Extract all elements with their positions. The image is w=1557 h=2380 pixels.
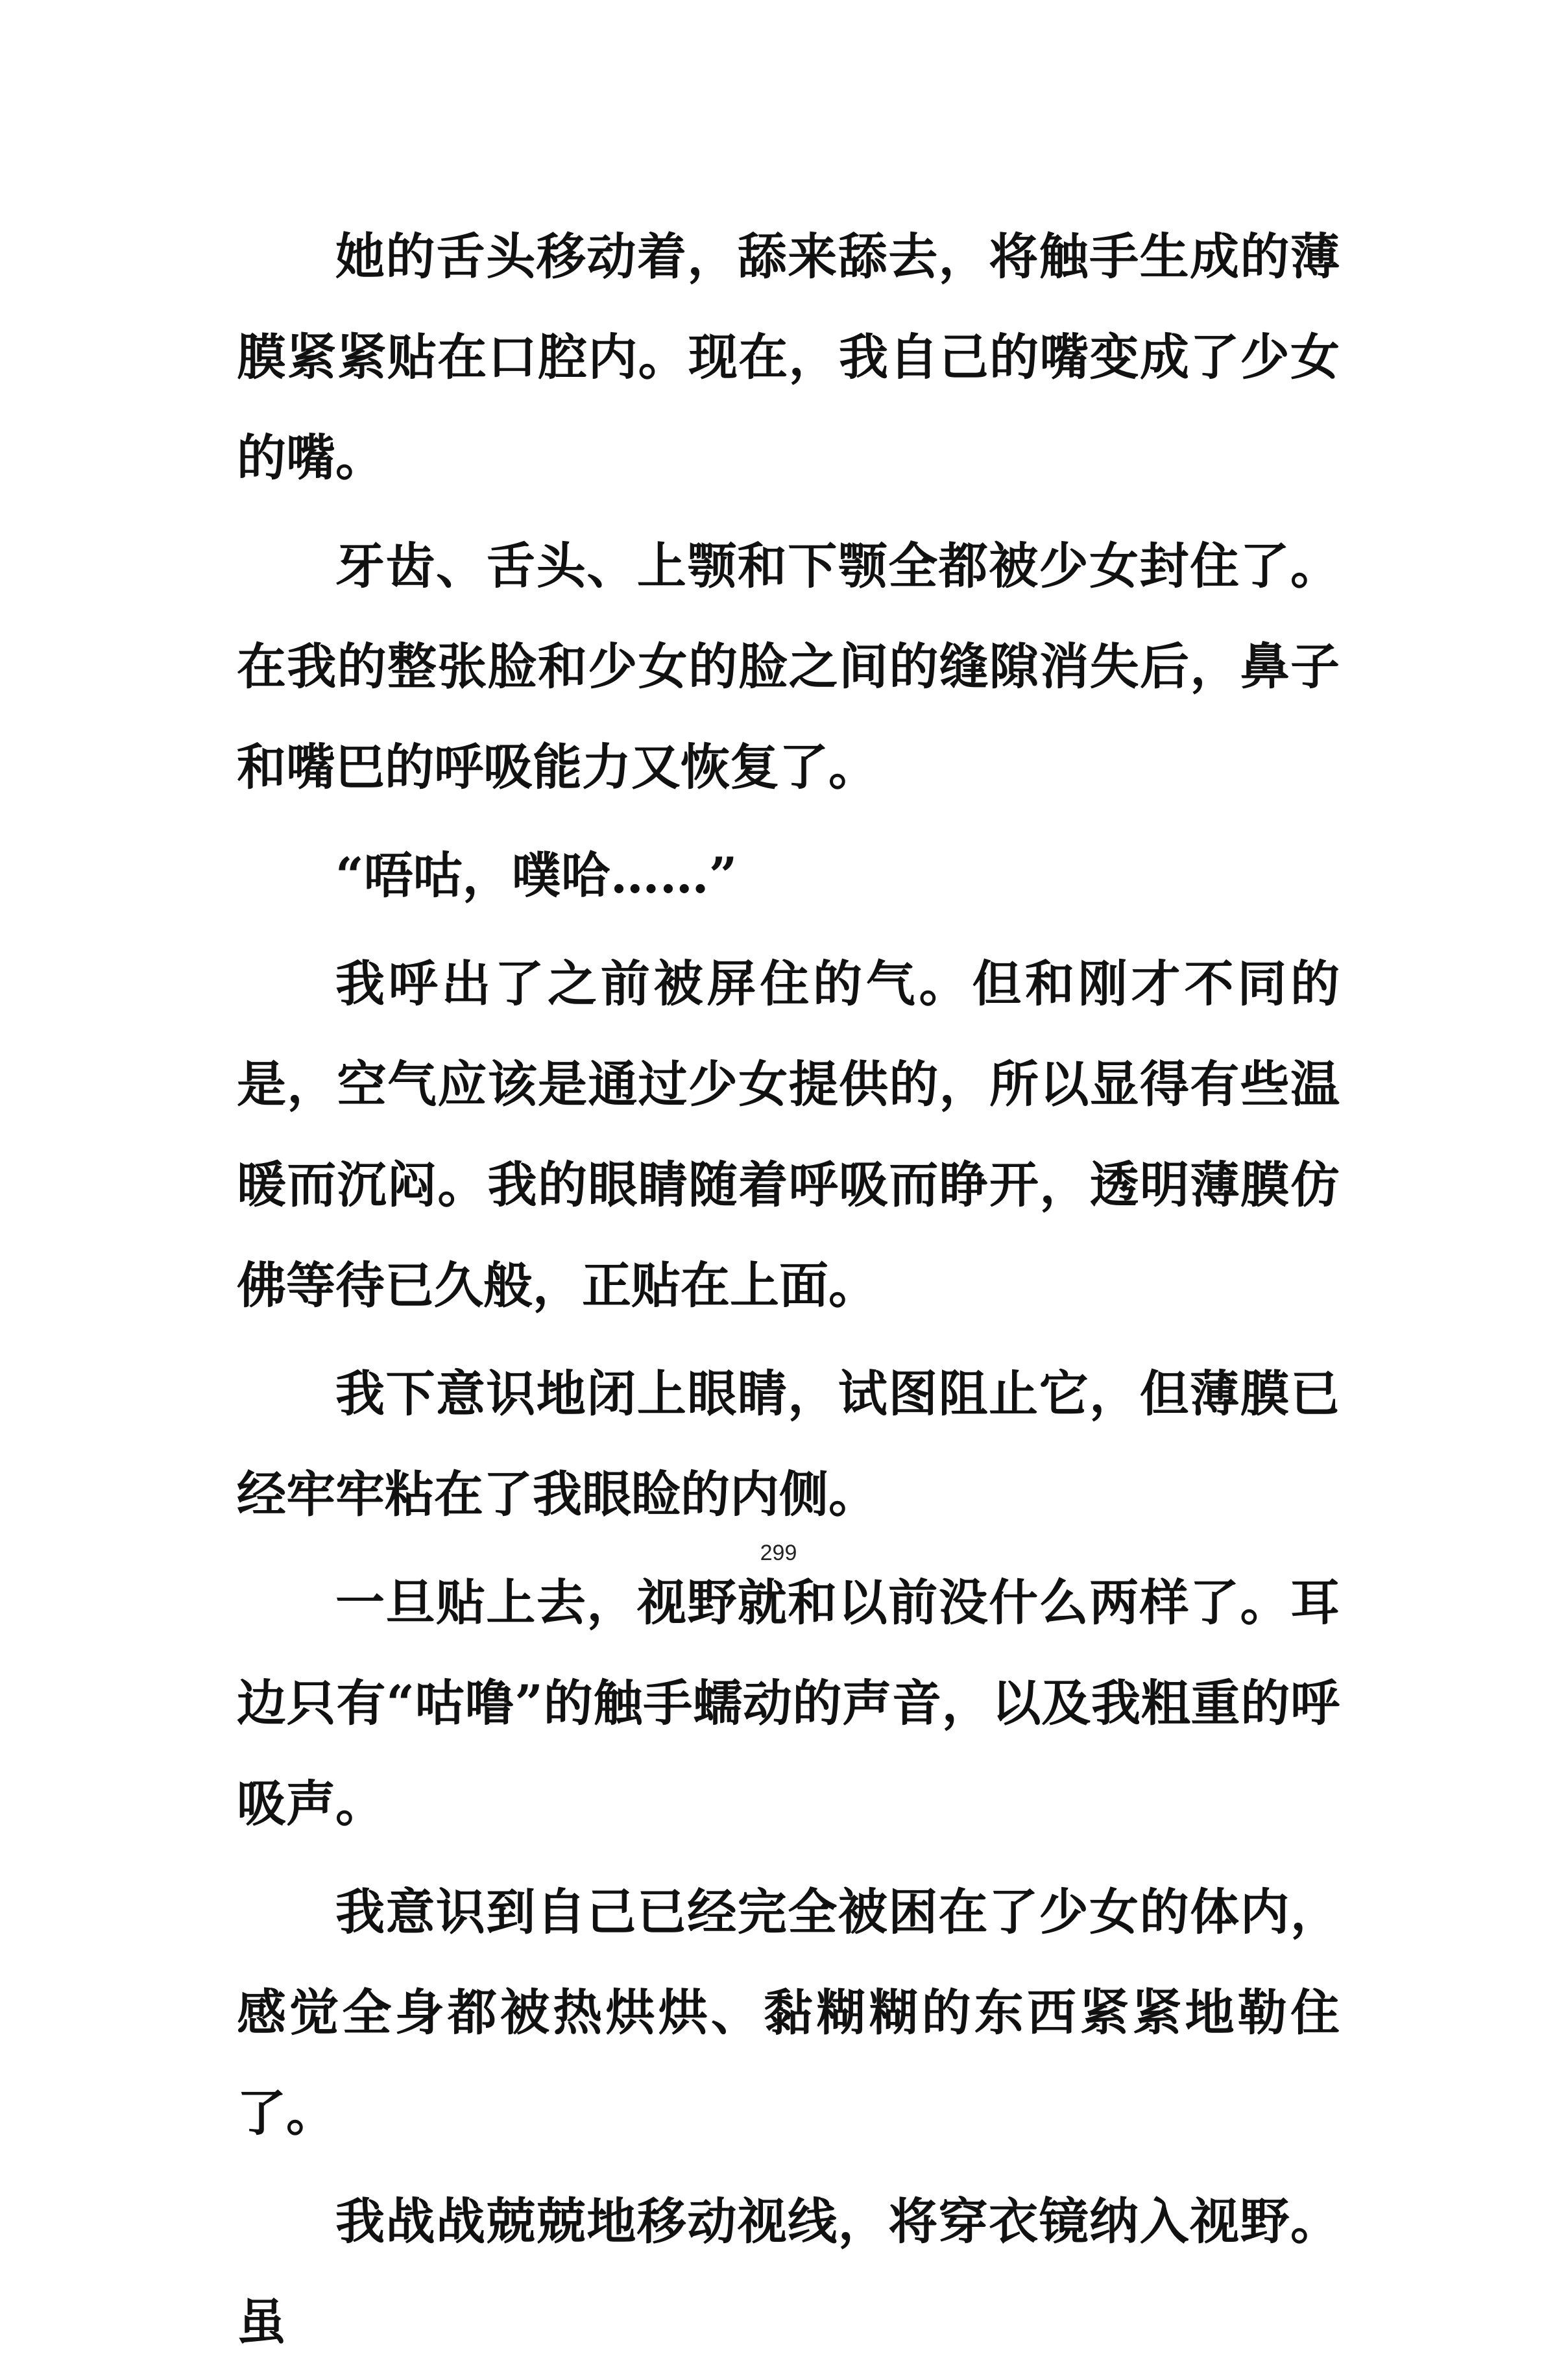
- paragraph-4: 我呼出了之前被屏住的气。但和刚才不同的是，空气应该是通过少女提供的，所以显得有些温暖而沉闷。我的眼睛随着呼吸而睁开，透明薄膜仿佛等待已久般，正贴在上面。: [237, 955, 1340, 1314]
- paragraph-5: 我下意识地闭上眼睛，试图阻止它，但薄膜已经牢牢粘在了我眼睑的内侧。: [237, 1365, 1340, 1523]
- paragraph-2: 牙齿、舌头、上颚和下颚全都被少女封住了。在我的整张脸和少女的脸之间的缝隙消失后，鼻子和嘴巴的呼吸能力又恢复了。: [237, 537, 1340, 796]
- paragraph-8: 我战战兢兢地移动视线，将穿衣镜纳入视野。虽: [237, 2193, 1340, 2351]
- paragraph-7: 我意识到自己已经完全被困在了少女的体内，感觉全身都被热烘烘、黏糊糊的东西紧紧地勒住了。: [237, 1883, 1340, 2142]
- paragraph-1: 她的舌头移动着，舔来舔去，将触手生成的薄膜紧紧贴在口腔内。现在，我自己的嘴变成了少女的嘴。: [237, 228, 1340, 487]
- paragraph-6: 一旦贴上去，视野就和以前没什么两样了。耳边只有“咕噜”的触手蠕动的声音，以及我粗重的呼吸声。: [237, 1574, 1340, 1833]
- body-text: [237, 206, 1340, 2380]
- page-number: 299: [760, 1541, 797, 1565]
- paragraph-3: “唔咕，噗哈……”: [335, 847, 738, 904]
